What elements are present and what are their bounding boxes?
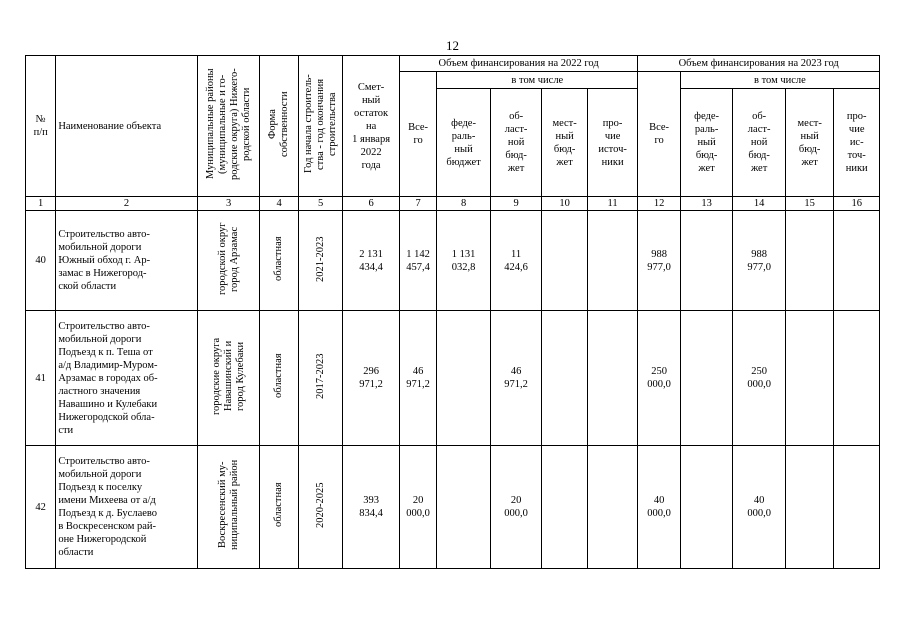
row-federal-2022 xyxy=(437,446,491,569)
column-number: 4 xyxy=(260,197,298,211)
header-regional-2022: об- ласт- ной бюд- жет xyxy=(490,89,542,197)
column-number: 12 xyxy=(638,197,680,211)
header-local-2023: мест- ный бюд- жет xyxy=(785,89,834,197)
row-municipality: городской округ город Арзамас xyxy=(197,211,260,311)
row-other-2023 xyxy=(834,211,880,311)
row-name: Строительство авто- мобильной дороги Подъезд к поселку имени Михеева от а/д Подъезд к д. Буслаево в Воскресенском рай- оне Нижегородской области xyxy=(56,446,197,569)
row-num: 41 xyxy=(26,311,56,446)
header-other-2023: про- чие ис- точ- ники xyxy=(834,89,880,197)
row-ownership: областная xyxy=(260,446,298,569)
header-num: № п/п xyxy=(26,56,56,197)
header-total-2023: Все- го xyxy=(638,72,680,197)
row-total-2022: 46 971,2 xyxy=(399,311,436,446)
row-local-2023 xyxy=(785,211,834,311)
row-estimate: 393 834,4 xyxy=(343,446,400,569)
header-total-2022: Все- го xyxy=(399,72,436,197)
column-number: 10 xyxy=(542,197,587,211)
row-name: Строительство авто- мобильной дороги Подъезд к п. Теша от а/д Владимир-Муром- Арзамас в городах об- ластного значения Навашино и Кулебаки Нижегородской обла- сти xyxy=(56,311,197,446)
row-total-2023: 250 000,0 xyxy=(638,311,680,446)
row-local-2022 xyxy=(542,446,587,569)
column-numbers-row xyxy=(26,197,880,211)
column-number: 14 xyxy=(733,197,786,211)
row-estimate: 296 971,2 xyxy=(343,311,400,446)
column-number: 13 xyxy=(680,197,733,211)
row-regional-2022: 11 424,6 xyxy=(490,211,542,311)
row-federal-2023 xyxy=(680,211,733,311)
header-federal-2023: феде- раль- ный бюд- жет xyxy=(680,89,733,197)
row-local-2022 xyxy=(542,211,587,311)
column-number: 15 xyxy=(785,197,834,211)
row-total-2023: 988 977,0 xyxy=(638,211,680,311)
header-fin-2023: Объем финансирования на 2023 год xyxy=(638,56,880,72)
row-total-2022: 1 142 457,4 xyxy=(399,211,436,311)
column-number: 2 xyxy=(56,197,197,211)
header-including-2023: в том числе xyxy=(680,72,879,89)
page-number: 12 xyxy=(446,38,459,53)
row-municipality: городские округа Навашинский и город Кулебаки xyxy=(197,311,260,446)
column-number: 1 xyxy=(26,197,56,211)
header-name: Наименование объекта xyxy=(56,56,197,197)
header-other-2022: про- чие источ- ники xyxy=(587,89,638,197)
header-local-2022: мест- ный бюд- жет xyxy=(542,89,587,197)
row-other-2022 xyxy=(587,446,638,569)
row-total-2023: 40 000,0 xyxy=(638,446,680,569)
row-local-2023 xyxy=(785,446,834,569)
header-years: Год начала строитель- ства - год окончания строительства xyxy=(298,56,342,197)
table-row xyxy=(26,211,880,311)
row-local-2023 xyxy=(785,311,834,446)
column-number: 9 xyxy=(490,197,542,211)
row-regional-2022: 20 000,0 xyxy=(490,446,542,569)
row-name: Строительство авто- мобильной дороги Южный обход г. Ар- замас в Нижегород- ской области xyxy=(56,211,197,311)
column-number: 5 xyxy=(298,197,342,211)
column-number: 3 xyxy=(197,197,260,211)
row-other-2023 xyxy=(834,446,880,569)
row-years: 2017-2023 xyxy=(298,311,342,446)
row-total-2022: 20 000,0 xyxy=(399,446,436,569)
column-number: 6 xyxy=(343,197,400,211)
row-other-2022 xyxy=(587,211,638,311)
header-ownership: Форма собственности xyxy=(260,56,298,197)
table-row xyxy=(26,311,880,446)
header-estimate: Смет- ный остаток на 1 января 2022 года xyxy=(343,56,400,197)
row-federal-2022: 1 131 032,8 xyxy=(437,211,491,311)
table-row xyxy=(26,446,880,569)
row-estimate: 2 131 434,4 xyxy=(343,211,400,311)
row-local-2022 xyxy=(542,311,587,446)
row-num: 42 xyxy=(26,446,56,569)
row-num: 40 xyxy=(26,211,56,311)
row-regional-2023: 40 000,0 xyxy=(733,446,786,569)
header-federal-2022: феде- раль- ный бюджет xyxy=(437,89,491,197)
row-regional-2022: 46 971,2 xyxy=(490,311,542,446)
header-municipality: Муниципальные районы (муниципальные и го- родские округа) Нижего- родской области xyxy=(197,56,260,197)
row-municipality: Воскресенский му- ниципальный район xyxy=(197,446,260,569)
financing-table xyxy=(25,55,880,569)
column-number: 16 xyxy=(834,197,880,211)
row-federal-2023 xyxy=(680,311,733,446)
row-years: 2020-2025 xyxy=(298,446,342,569)
column-number: 8 xyxy=(437,197,491,211)
row-regional-2023: 988 977,0 xyxy=(733,211,786,311)
row-other-2023 xyxy=(834,311,880,446)
row-other-2022 xyxy=(587,311,638,446)
header-including-2022: в том числе xyxy=(437,72,638,89)
header-fin-2022: Объем финансирования на 2022 год xyxy=(399,56,637,72)
row-years: 2021-2023 xyxy=(298,211,342,311)
row-federal-2023 xyxy=(680,446,733,569)
column-number: 11 xyxy=(587,197,638,211)
row-federal-2022 xyxy=(437,311,491,446)
row-ownership: областная xyxy=(260,311,298,446)
row-regional-2023: 250 000,0 xyxy=(733,311,786,446)
header-regional-2023: об- ласт- ной бюд- жет xyxy=(733,89,786,197)
row-ownership: областная xyxy=(260,211,298,311)
column-number: 7 xyxy=(399,197,436,211)
